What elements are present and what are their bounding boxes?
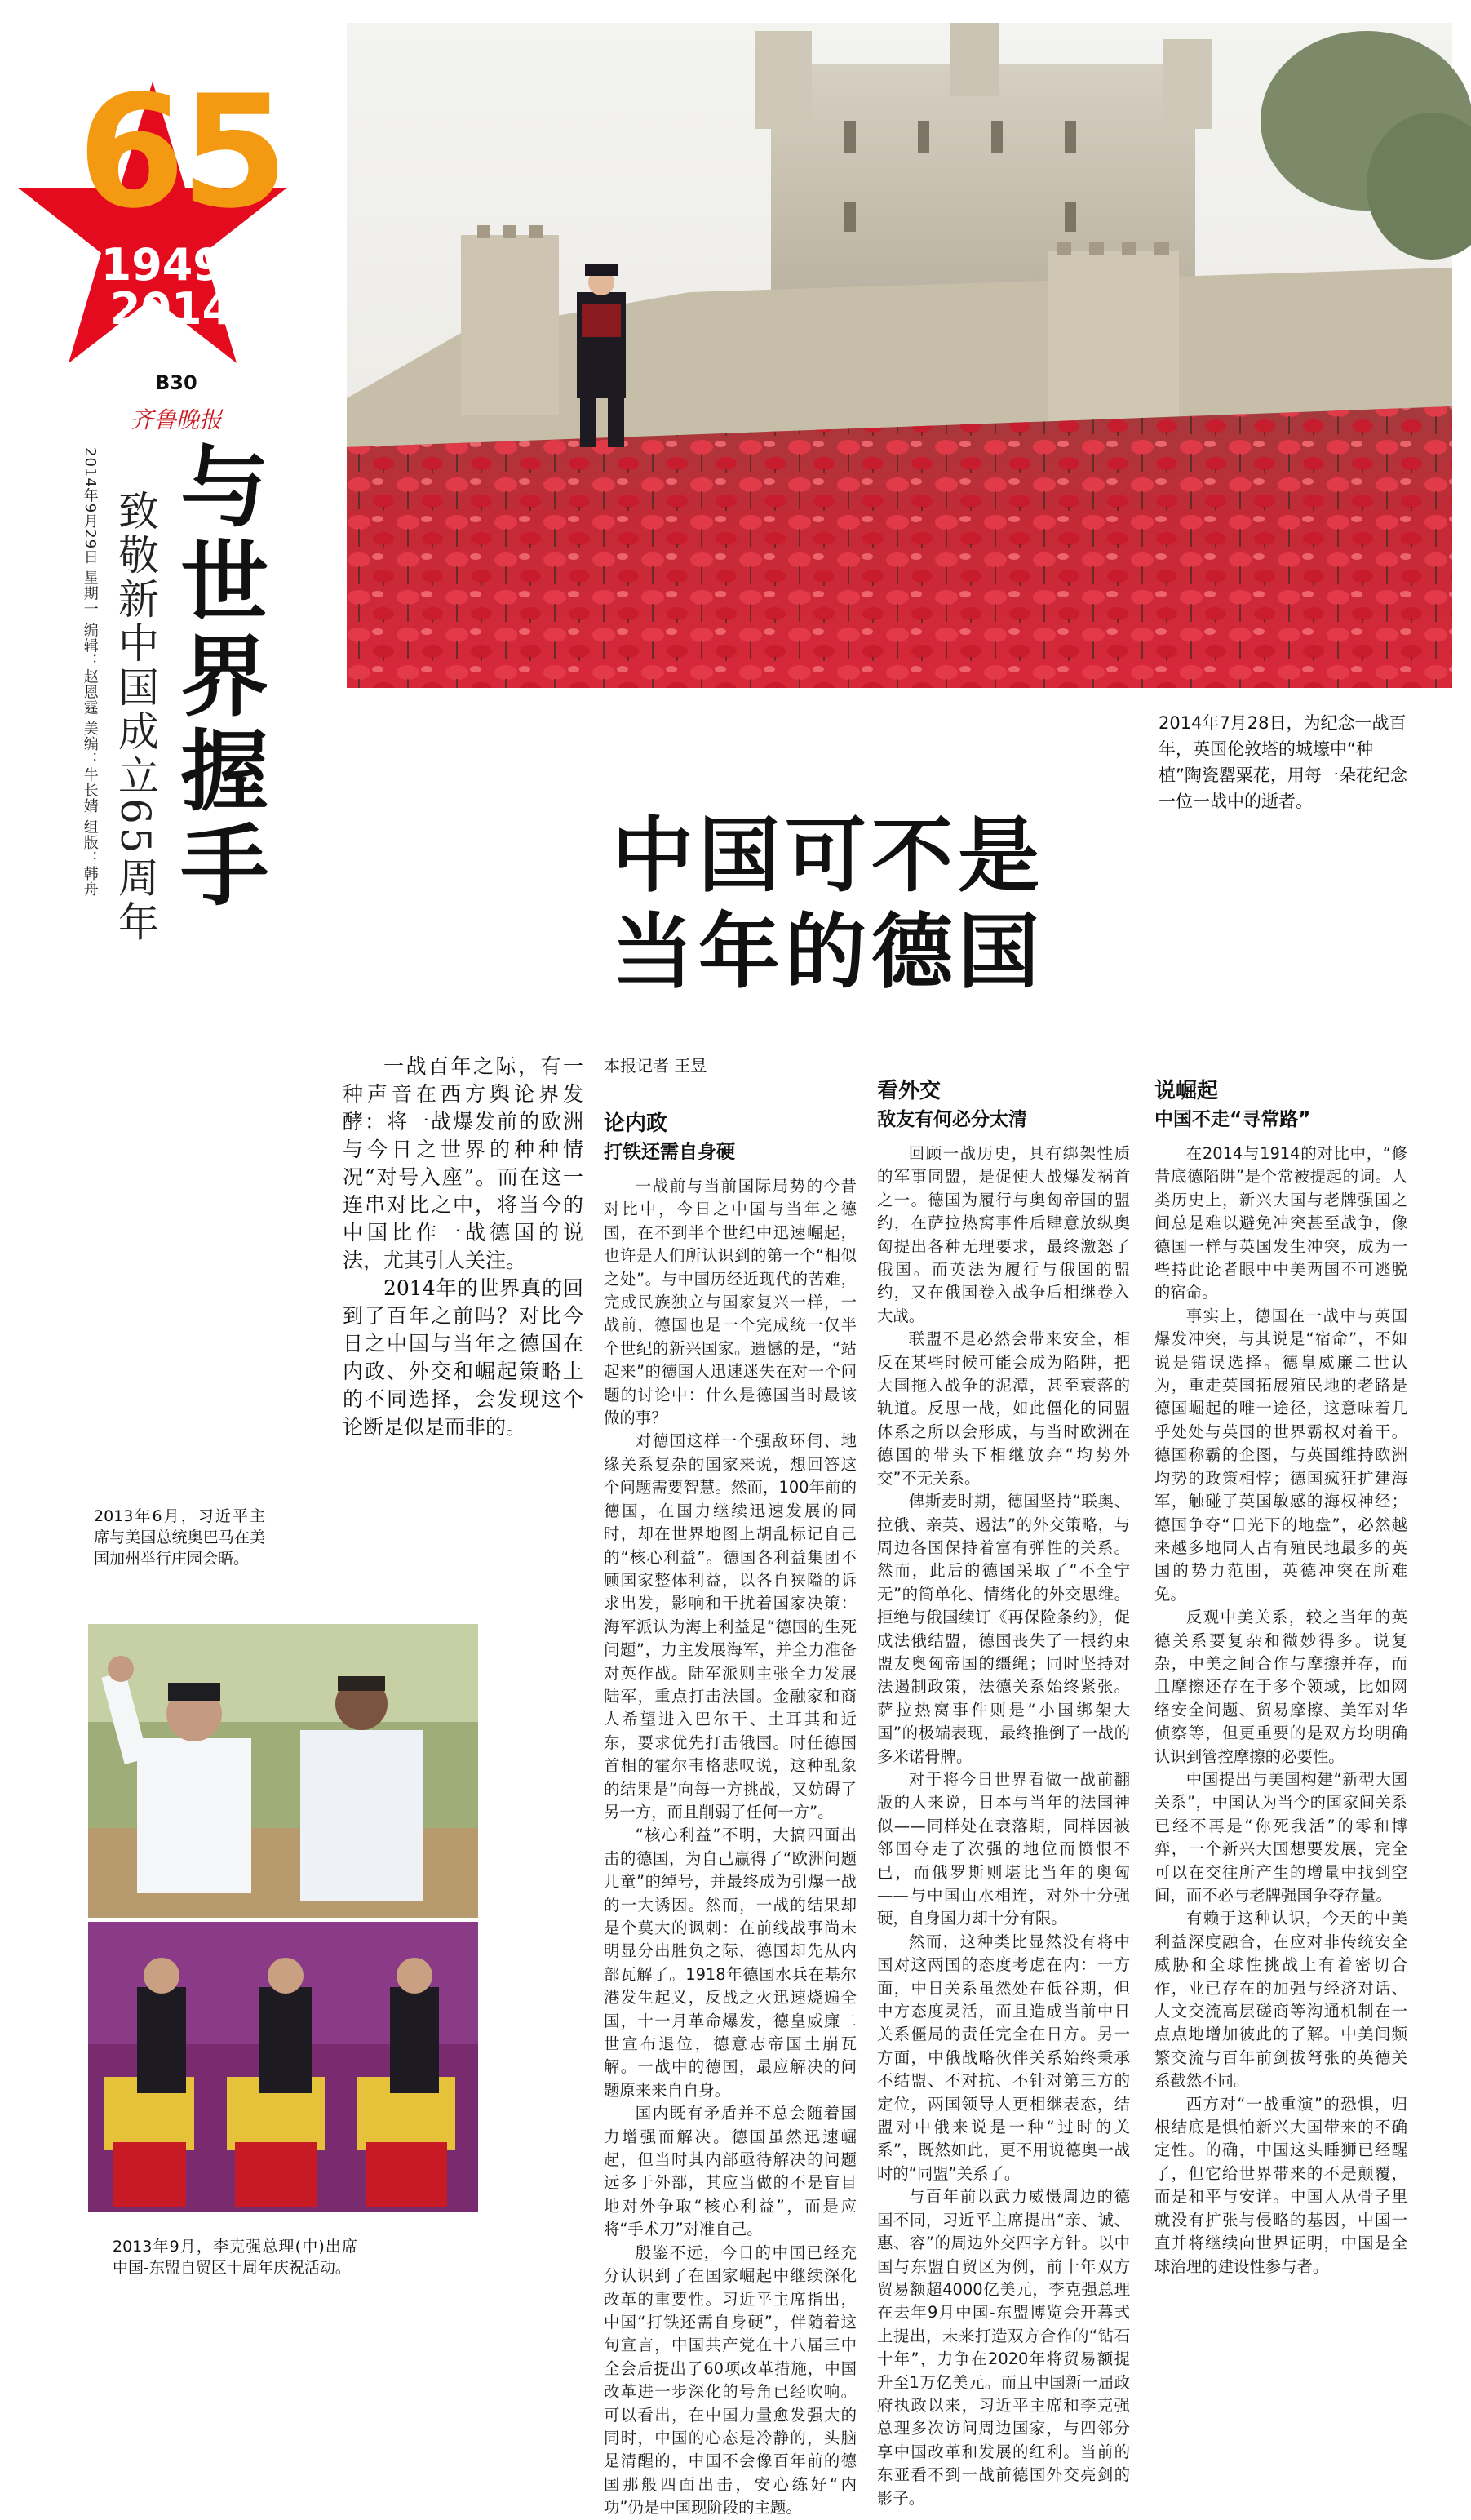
body-paragraph: 回顾一战历史，具有绑架性质的军事同盟，是促使大战爆发祸首之一。德国为履行与奥匈帝国的盟约，在萨拉热窝事件后肆意放纵奥匈提出各种无理要求，最终激怒了俄国。而英法为履行与俄国的盟约，又在俄国卷入战争后相继卷入大战。 bbox=[877, 1144, 1130, 1325]
hero-photo-tower-poppies bbox=[347, 23, 1452, 688]
article-column-3 bbox=[1154, 1069, 1407, 2473]
headline-line-1: 中国可不是 bbox=[612, 808, 1044, 903]
headline-line-2: 当年的德国 bbox=[612, 904, 1044, 1000]
section-heading-domestic: 论内政 bbox=[604, 1111, 668, 1136]
body-paragraph: 与百年前以武力威慑周边的德国不同，习近平主席提出“亲、诚、惠、容”的周边外交四字方针。以中国与东盟自贸区为例，前十年双方贸易额超4000亿美元，李克强总理在去年9月中国-东盟博览会开幕式上提出，未来打造双方合作的“钻石十年”，力争在2020年将贸易额提升至1万亿美元。而且中国新一届政府执政以来，习近平主席和李克强总理多次访问周边国家，与四邻分享中国改革和发展的红利。当前的东亚看不到一战前德国外交亮剑的影子。 bbox=[877, 2187, 1130, 2508]
body-paragraph: 一战前与当前国际局势的今昔对比中，今日之中国与当年之德国，在不到半个世纪中迅速崛起，也许是人们所认识到的第一个“相似之处”。与中国历经近现代的苦难，完成民族独立与国家复兴一样，一战前，德国也是一个完成统一仅半个世纪的新兴国家。遗憾的是，“站起来”的德国人迅速迷失在对一个问题的讨论中：什么是德国当时最该做的事？ bbox=[604, 1177, 857, 1428]
body-paragraph: 事实上，德国在一战中与英国爆发冲突，与其说是“宿命”，不如说是错误选择。德皇威廉二世认为，重走英国拓展殖民地的老路是德国崛起的唯一途径，这意味着几乎处处与英国的世界霸权对着干。德国称霸的企图，与英国维持欧洲均势的政策相悖；德国疯狂扩建海军，触碰了英国敏感的海权神经；德国争夺“日光下的地盘”，必然越来越多地同人占有殖民地最多的英国的势力范围，英德冲突在所难免。 bbox=[1154, 1306, 1407, 1604]
body-paragraph: 反观中美关系，较之当年的英德关系要复杂和微妙得多。说复杂，中美之间合作与摩擦并存，而且摩擦还存在于多个领域，比如网络安全问题、贸易摩擦、美军对华侦察等，但更重要的是双方均明确认识到管控摩擦的必要性。 bbox=[1154, 1608, 1407, 1766]
body-paragraph: “核心利益”不明，大搞四面出击的德国，为自己赢得了“欧洲问题儿童”的绰号，并最终成为引爆一战的一大诱因。然而，一战的结果却是个莫大的讽刺：在前线战事尚未明显分出胜负之际，德国却先从内部瓦解了。1918年德国水兵在基尔港发生起义，反战之火迅速烧遍全国，十一月革命爆发，德皇威廉二世宣布退位，德意志帝国土崩瓦解。一战中的德国，最应解决的问题原来来自自身。 bbox=[604, 1826, 857, 2100]
page-meta-line: 2014年9月29日 星期一 编辑：赵恩霆 美编：牛长婧 组版：韩舟 bbox=[81, 447, 99, 898]
section-heading-rise: 说崛起 bbox=[1154, 1079, 1219, 1103]
body-paragraph: 俾斯麦时期，德国坚持“联奥、拉俄、亲英、遏法”的外交策略，与周边各国保持着富有弹性的关系。然而，此后的德国采取了“不全宁无”的简单化、情绪化的外交思维。拒绝与俄国续订《再保险条约》，促成法俄结盟，德国丧失了一根约束盟友奥匈帝国的缰绳；同时坚持对法遏制政策，法德关系始终紧张。萨拉热窝事件则是“小国绑架大国”的极端表现，最终推倒了一战的多米诺骨牌。 bbox=[877, 1492, 1130, 1766]
lead-paragraph: 2014年的世界真的回到了百年之前吗？对比今日之中国与当年之德国在内政、外交和崛起策略上的不同选择，会发现这个论断是似是而非的。 bbox=[343, 1276, 583, 1439]
section-title: 与世界握手 bbox=[165, 441, 268, 914]
photo-caption-summit: 2013年6月，习近平主席与美国总统奥巴马在美国加州举行庄园会晤。 bbox=[94, 1507, 265, 1568]
body-paragraph: 在2014与1914的对比中，“修昔底德陷阱”是个常被提起的词。人类历史上，新兴大国与老牌强国之间总是难以避免冲突甚至战争，像德国一样与英国发生冲突，成为一些持此论者眼中中美两国不可逃脱的宿命。 bbox=[1154, 1144, 1407, 1302]
article-column-2 bbox=[877, 1069, 1130, 2508]
lead-paragraph: 一战百年之际，有一种声音在西方舆论界发酵：将一战爆发前的欧洲与今日之世界的种种情况“对号入座”。而在这一连串对比之中，将当今的中国比作一战德国的说法，尤其引人关注。 bbox=[343, 1054, 583, 1272]
body-paragraph: 西方对“一战重演”的恐惧，归根结底是惧怕新兴大国带来的不确定性。的确，中国这头睡狮已经醒了，但它给世界带来的不是颠覆，而是和平与安详。中国人从骨子里就没有扩张与侵略的基因，中国一直并将继续向世界证明，中国是全球治理的建设性参与者。 bbox=[1154, 2094, 1407, 2276]
page-number: B30 bbox=[155, 371, 197, 394]
article-column-1 bbox=[604, 1102, 857, 2518]
anniversary-number: 65 bbox=[78, 62, 284, 242]
section-subheading-diplomacy: 敌友有何必分太清 bbox=[877, 1109, 1027, 1130]
article-headline bbox=[612, 808, 1044, 1000]
photo-china-asean-ceremony bbox=[88, 1922, 478, 2212]
body-paragraph: 中国提出与美国构建“新型大国关系”，中国认为当今的国家间关系已经不再是“你死我活”的零和博弈，一个新兴大国想要发展，完全可以在交往所产生的增量中找到空间，而不必与老牌强国争夺存量。 bbox=[1154, 1769, 1407, 1905]
body-paragraph: 对德国这样一个强敌环伺、地缘关系复杂的国家来说，想回答这个问题需要智慧。然而，100年前的德国，在国力继续迅速发展的同时，却在世界地图上胡乱标记自己的“核心利益”。德国各利益集团不顾国家整体利益，以各自狭隘的诉求出发，影响和干扰着国家决策：海军派认为海上利益是“德国的生死问题”，力主发展海军，并全力准备对英作战。陆军派则主张全力发展陆军，重点打击法国。金融家和商人希望进入巴尔干、土耳其和近东，要求优先打击俄国。时任德国首相的霍尔韦格悲叹说，这种乱象的结果是“向每一方挑战，又妨碍了另一方，而且削弱了任何一方”。 bbox=[604, 1431, 857, 1821]
section-subheading-domestic: 打铁还需自身硬 bbox=[604, 1142, 735, 1163]
body-paragraph: 殷鉴不远，今日的中国已经充分认识到了在国家崛起中继续深化改革的重要性。习近平主席指出，中国“打铁还需自身硬”，伴随着这句宣言，中国共产党在十八届三中全会后提出了60项改革措施，中国改革进一步深化的号角已经吹响。可以看出，在中国力量愈发强大的同时，中国的心态是冷静的，头脑是清醒的，中国不会像百年前的德国那般四面出击，安心练好“内功”仍是中国现阶段的主题。 bbox=[604, 2243, 857, 2518]
body-paragraph: 国内既有矛盾并不总会随着国力增强而解决。德国虽然迅速崛起，但当时其内部亟待解决的问题远多于外部，其应当做的不是盲目地对外争取“核心利益”，而是应将“手术刀”对准自己。 bbox=[604, 2104, 857, 2239]
body-paragraph: 然而，这种类比显然没有将中国对这两国的态度考虑在内：一方面，中日关系虽然处在低谷期，但中方态度灵活，而且造成当前中日关系僵局的责任完全在日方。另一方面，中俄战略伙伴关系始终秉承不结盟、不对抗、不针对第三方的定位，两国领导人更相继表态，结盟对中俄来说是一种“过时的关系”，既然如此，更不用说德奥一战时的“同盟”关系了。 bbox=[877, 1932, 1130, 2183]
photo-xi-obama-summit bbox=[88, 1624, 478, 1918]
section-subtitle: 致敬新中国成立65周年 bbox=[112, 490, 159, 945]
section-heading-diplomacy: 看外交 bbox=[877, 1079, 942, 1103]
newspaper-logo: 齐鲁晚报 bbox=[131, 406, 223, 433]
photo-caption-asean: 2013年9月，李克强总理(中)出席中国-东盟自贸区十周年庆祝活动。 bbox=[113, 2238, 357, 2277]
body-paragraph: 对于将今日世界看做一战前翻版的人来说，日本与当年的法国神似——同样处在衰落期，同样因被邻国夺走了次强的地位而愤恨不已，而俄罗斯则堪比当年的奥匈——与中国山水相连，对外十分强硬，自身国力却十分有限。 bbox=[877, 1769, 1130, 1928]
article-lead bbox=[343, 1053, 583, 1441]
body-paragraph: 联盟不是必然会带来安全，相反在某些时候可能会成为陷阱，把大国拖入战争的泥潭，甚至衰落的轨道。反思一战，如此僵化的同盟体系之所以会形成，与当时欧洲在德国的带头下相继放弃“均势外交”不无关系。 bbox=[877, 1329, 1130, 1488]
body-paragraph: 有赖于这种认识，今天的中美利益深度融合，在应对非传统安全威胁和全球性挑战上有着密切合作，业已存在的加强与经济对话、人文交流高层磋商等沟通机制在一点点地增加彼此的了解。中美间频繁交流与百年前剑拔弩张的英德关系截然不同。 bbox=[1154, 1909, 1407, 2091]
section-subheading-rise: 中国不走“寻常路” bbox=[1154, 1109, 1311, 1130]
article-byline: 本报记者 王昱 bbox=[604, 1056, 707, 1076]
hero-photo-caption: 2014年7月28日，为纪念一战百年，英国伦敦塔的城壕中“种植”陶瓷罂粟花，用每一朵花纪念一位一战中的逝者。 bbox=[1159, 713, 1407, 811]
anniversary-years: 1949-2014 bbox=[100, 239, 242, 335]
